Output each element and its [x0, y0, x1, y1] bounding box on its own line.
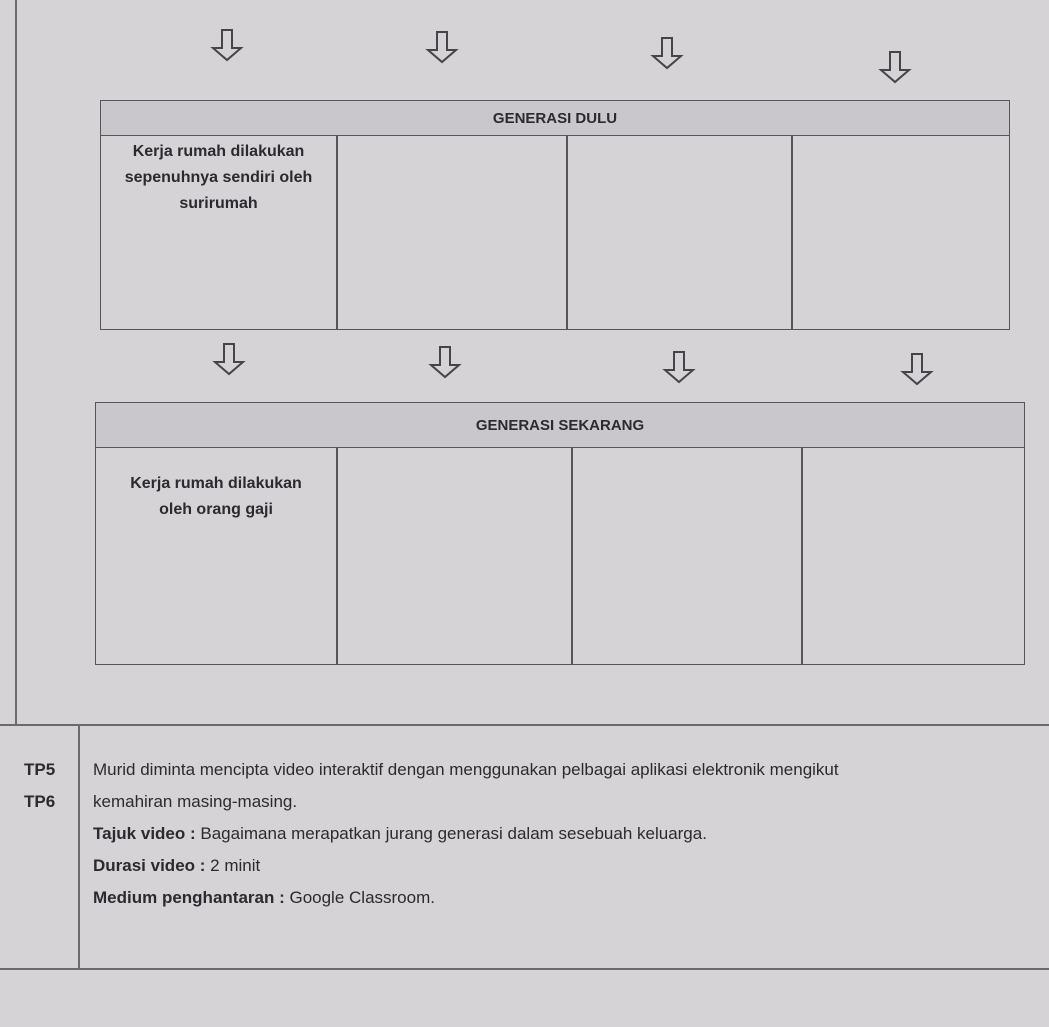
down-arrow-icon — [210, 28, 244, 62]
column-divider — [78, 725, 80, 970]
table-cell: Kerja rumah dilakukan oleh orang gaji — [130, 475, 302, 518]
table-title: GENERASI SEKARANG — [96, 403, 1024, 448]
task-text: Murid diminta mencipta video interaktif dengan menggunakan pelbagai aplikasi elektronik mengikut — [93, 760, 839, 779]
down-arrow-icon — [428, 345, 462, 379]
section-divider — [0, 724, 1049, 726]
page-border-left — [15, 0, 17, 725]
level-label: TP6 — [24, 792, 56, 811]
table-cell: Kerja rumah dilakukan sepenuhnya sendiri oleh surirumah — [124, 143, 313, 212]
video-duration: 2 minit — [210, 856, 261, 875]
task-text: kemahiran masing-masing. — [93, 792, 298, 811]
field-label: Medium penghantaran : — [93, 888, 285, 907]
down-arrow-icon — [212, 342, 246, 376]
section-bottom — [0, 968, 1049, 970]
down-arrow-icon — [650, 36, 684, 70]
field-label: Tajuk video : — [93, 824, 196, 843]
down-arrow-icon — [662, 350, 696, 384]
down-arrow-icon — [878, 50, 912, 84]
table-generasi-dulu — [100, 100, 1010, 330]
table-generasi-sekarang — [95, 402, 1025, 665]
down-arrow-icon — [900, 352, 934, 386]
field-label: Durasi video : — [93, 856, 206, 875]
table-title: GENERASI DULU — [101, 101, 1009, 136]
submission-medium: Google Classroom. — [289, 888, 435, 907]
video-title: Bagaimana merapatkan jurang generasi dalam sesebuah keluarga. — [200, 824, 707, 843]
level-label: TP5 — [24, 760, 56, 779]
down-arrow-icon — [425, 30, 459, 64]
